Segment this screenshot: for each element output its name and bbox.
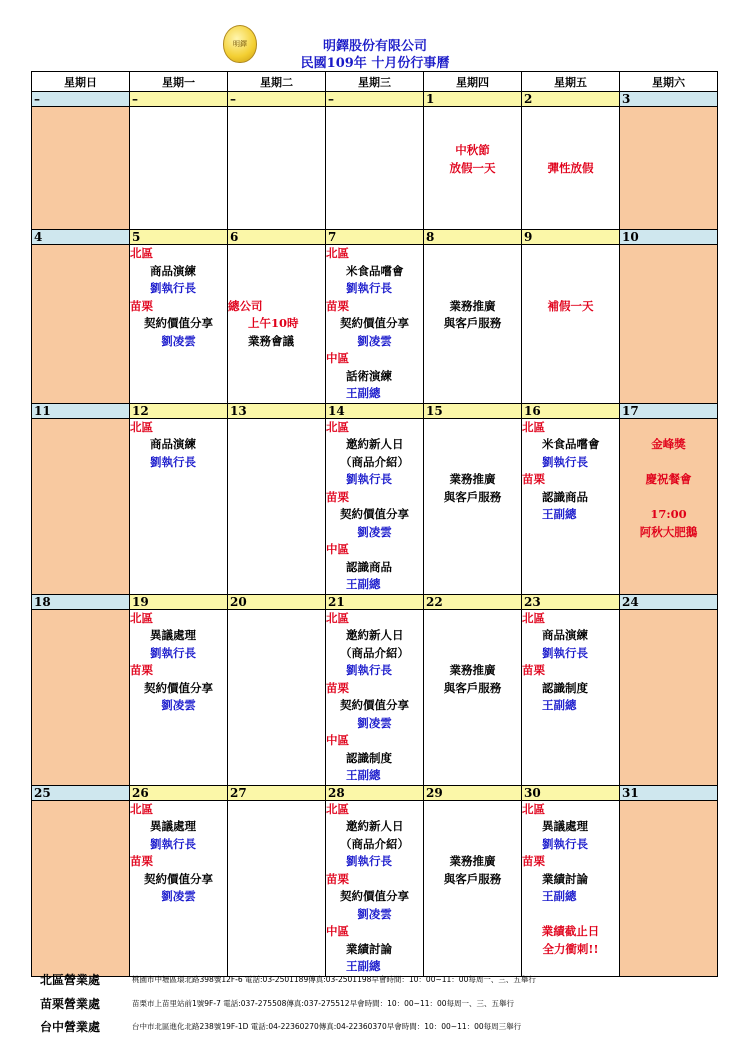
spacer-line (522, 906, 619, 924)
event-line: 邀約新人日 (346, 437, 404, 451)
office-address: 桃園市中壢區環北路398號12F-6 電話:03-2501189傳真:03-2501198早會時間：10：00~11：00每周一、三、五舉行 (132, 975, 536, 984)
event-line: 劉凌雲 (161, 333, 196, 348)
date-number: – (326, 92, 424, 107)
spacer-line (522, 125, 619, 143)
office-address: 台中市北區進化北路238號19F-1D 電話:04-22360270傳真:04-22360370早會時間：10：00~11：00每周三舉行 (132, 1022, 522, 1031)
date-number-row (32, 403, 718, 418)
day-cell[interactable] (326, 418, 424, 594)
event-line: 劉執行長 (150, 645, 196, 660)
event-line: 劉執行長 (542, 836, 588, 851)
day-cell[interactable] (130, 107, 228, 230)
week-events-row (32, 245, 718, 404)
day-cell[interactable] (326, 245, 424, 404)
date-number: 15 (424, 403, 522, 418)
company-title: 明鐸股份有限公司 (322, 39, 427, 54)
spacer-line (522, 263, 619, 281)
event-line: （商品介紹） (340, 645, 409, 660)
day-cell[interactable] (326, 107, 424, 230)
date-number-row (32, 785, 718, 800)
event-line: 王副總 (542, 698, 577, 712)
event-line: 劉執行長 (346, 281, 392, 295)
event-line: 中區 (326, 542, 349, 556)
date-number: 18 (32, 594, 130, 609)
day-cell[interactable] (32, 609, 130, 785)
event-line: 劉凌雲 (357, 524, 392, 539)
event-line: 慶祝餐會 (645, 472, 692, 486)
spacer-line (228, 245, 325, 263)
spacer-line (522, 245, 619, 263)
event-line: 業務推廣 (449, 854, 496, 868)
event-line: 苗栗 (522, 663, 545, 677)
event-line: 商品演練 (542, 628, 588, 642)
spacer-line (424, 627, 521, 645)
event-line: 王副總 (346, 386, 381, 400)
event-line: 話術演練 (346, 368, 392, 383)
event-line: 北區 (522, 419, 545, 434)
spacer-line (424, 610, 521, 628)
event-line: 北區 (326, 801, 349, 816)
event-line: 中區 (326, 924, 349, 938)
spacer-line (424, 280, 521, 298)
event-line: 劉執行長 (150, 281, 196, 295)
day-cell[interactable] (32, 107, 130, 230)
day-cell[interactable] (522, 245, 620, 404)
spacer-line (522, 280, 619, 298)
event-line: 米食品嚐會 (542, 437, 600, 451)
event-line: 劉凌雲 (161, 889, 196, 903)
date-number: 7 (326, 230, 424, 245)
day-cell[interactable] (522, 609, 620, 785)
week-events-row (32, 418, 718, 594)
weekday-header-tue: 星期二 (228, 72, 326, 92)
event-line: 北區 (326, 419, 349, 434)
spacer-line (424, 107, 521, 125)
event-line: 與客戶服務 (443, 680, 502, 695)
event-line: 劉執行長 (346, 663, 392, 677)
event-line: 異議處理 (542, 819, 588, 833)
spacer-line (424, 125, 521, 143)
event-line: 北區 (130, 246, 153, 260)
office-address: 苗栗市上苗里站前1號9F-7 電話:037-275508傳真:037-275512早會時間：10：00~11：00每周一、三、五舉行 (132, 999, 515, 1008)
event-line: 劉執行長 (346, 854, 392, 868)
calendar-table (31, 71, 718, 977)
event-line: 商品演練 (150, 263, 196, 278)
date-number: 9 (522, 230, 620, 245)
spacer-line (424, 801, 521, 819)
event-line: 王副總 (542, 507, 577, 521)
event-line: 與客戶服務 (443, 489, 502, 504)
date-number: – (228, 92, 326, 107)
day-cell[interactable] (326, 800, 424, 976)
date-number: 22 (424, 594, 522, 609)
day-cell[interactable] (130, 800, 228, 976)
event-line: 契約價值分享 (144, 680, 213, 695)
date-number: 30 (522, 785, 620, 800)
event-line: 中區 (326, 733, 349, 747)
event-line: 北區 (522, 801, 545, 816)
spacer-line (620, 419, 717, 437)
date-number: 17 (620, 403, 718, 418)
event-line: 米食品嚐會 (346, 263, 404, 278)
day-cell[interactable] (620, 418, 718, 594)
date-number: 26 (130, 785, 228, 800)
day-cell[interactable] (228, 107, 326, 230)
event-line: 17:00 (650, 507, 687, 521)
event-line: 王副總 (346, 768, 381, 782)
event-line: 契約價值分享 (144, 871, 213, 886)
event-line: 苗栗 (326, 298, 349, 313)
event-line: 劉凌雲 (161, 698, 196, 712)
day-cell[interactable] (32, 800, 130, 976)
event-line: 補假一天 (547, 298, 594, 313)
event-line: 王副總 (542, 889, 577, 903)
date-number-row (32, 92, 718, 107)
spacer-line (620, 454, 717, 472)
date-number: 10 (620, 230, 718, 245)
event-line: 契約價值分享 (340, 507, 409, 521)
event-line: 劉執行長 (150, 454, 196, 469)
day-cell[interactable] (620, 609, 718, 785)
event-line: 北區 (326, 610, 349, 625)
day-cell[interactable] (32, 245, 130, 404)
week-events-row (32, 800, 718, 976)
date-number: 28 (326, 785, 424, 800)
event-line: 契約價值分享 (340, 698, 409, 712)
spacer-line (424, 245, 521, 263)
event-line: 契約價值分享 (340, 889, 409, 903)
event-line: 邀約新人日 (346, 819, 404, 833)
day-cell[interactable] (620, 245, 718, 404)
date-number: 8 (424, 230, 522, 245)
event-line: 苗栗 (130, 663, 153, 677)
event-line: 認識商品 (346, 559, 392, 574)
weekday-header-thu: 星期四 (424, 72, 522, 92)
event-line: 彈性放假 (547, 160, 594, 175)
spacer-line (522, 107, 619, 125)
day-cell[interactable] (130, 609, 228, 785)
day-cell[interactable] (130, 418, 228, 594)
day-cell[interactable] (522, 800, 620, 976)
day-cell[interactable] (326, 609, 424, 785)
event-line: 業績討論 (346, 941, 392, 956)
weekday-header-sat: 星期六 (620, 72, 718, 92)
event-line: 認識制度 (346, 750, 392, 765)
spacer-line (620, 489, 717, 507)
day-cell[interactable] (522, 107, 620, 230)
event-line: 業務推廣 (449, 663, 496, 677)
spacer-line (424, 645, 521, 663)
day-cell[interactable] (424, 245, 522, 404)
spacer-line (424, 836, 521, 854)
event-line: 認識商品 (542, 489, 588, 504)
event-line: 阿秋大肥鵝 (639, 524, 698, 539)
event-line: 劉執行長 (150, 836, 196, 851)
date-number-row (32, 594, 718, 609)
date-number: 14 (326, 403, 424, 418)
event-line: 中區 (326, 351, 349, 365)
week-events-row (32, 107, 718, 230)
date-number: 23 (522, 594, 620, 609)
week-events-row (32, 609, 718, 785)
date-number: 6 (228, 230, 326, 245)
day-cell[interactable] (424, 609, 522, 785)
spacer-line (228, 280, 325, 298)
day-cell[interactable] (228, 418, 326, 594)
event-line: 異議處理 (150, 628, 196, 642)
event-line: 劉執行長 (346, 472, 392, 486)
date-number: 4 (32, 230, 130, 245)
spacer-line (228, 263, 325, 281)
date-number: 11 (32, 403, 130, 418)
spacer-line (424, 419, 521, 437)
event-line: 業務會議 (248, 333, 294, 348)
date-number: 29 (424, 785, 522, 800)
event-line: 北區 (130, 610, 153, 625)
day-cell[interactable] (424, 800, 522, 976)
day-cell[interactable] (228, 609, 326, 785)
event-line: 苗栗 (130, 854, 153, 868)
day-cell[interactable] (620, 800, 718, 976)
date-number: 27 (228, 785, 326, 800)
event-line: 契約價值分享 (144, 316, 213, 330)
spacer-line (424, 818, 521, 836)
event-line: 中秋節 (455, 143, 490, 157)
event-line: 北區 (130, 419, 153, 434)
event-line: 劉凌雲 (357, 906, 392, 921)
event-line: 放假一天 (449, 160, 496, 175)
day-cell[interactable] (522, 418, 620, 594)
event-line: 苗栗 (522, 854, 545, 868)
day-cell[interactable] (228, 245, 326, 404)
date-number: 5 (130, 230, 228, 245)
date-number: 19 (130, 594, 228, 609)
date-number: – (32, 92, 130, 107)
calendar-subtitle: 民國109年 十月份行事曆 (300, 56, 450, 71)
event-line: 業務推廣 (449, 298, 496, 313)
event-line: 全力衝刺!! (542, 941, 599, 956)
event-line: 契約價值分享 (340, 316, 409, 330)
event-line: 北區 (130, 801, 153, 816)
date-number: 13 (228, 403, 326, 418)
event-line: 王副總 (346, 577, 381, 591)
event-line: 異議處理 (150, 819, 196, 833)
event-line: 業績討論 (542, 871, 588, 886)
event-line: 劉執行長 (542, 645, 588, 660)
date-number: 16 (522, 403, 620, 418)
event-line: 與客戶服務 (443, 871, 502, 886)
office-label: 北區營業處 (40, 973, 101, 987)
office-label: 台中營業處 (40, 1020, 101, 1034)
date-number: 31 (620, 785, 718, 800)
day-cell[interactable] (424, 418, 522, 594)
event-line: 劉執行長 (542, 454, 588, 469)
event-line: 業績截止日 (541, 924, 600, 938)
event-line: 上午10時 (248, 316, 299, 330)
day-cell[interactable] (228, 800, 326, 976)
weekday-header-fri: 星期五 (522, 72, 620, 92)
event-line: 劉凌雲 (357, 715, 392, 730)
spacer-line (424, 263, 521, 281)
weekday-header-mon: 星期一 (130, 72, 228, 92)
day-cell[interactable] (130, 245, 228, 404)
event-line: 苗栗 (326, 871, 349, 886)
event-line: 邀約新人日 (346, 628, 404, 642)
event-line: 認識制度 (542, 680, 588, 695)
date-number: 25 (32, 785, 130, 800)
date-number: 2 (522, 92, 620, 107)
logo-text: 明鐸 (233, 40, 247, 48)
weekday-header-wed: 星期三 (326, 72, 424, 92)
event-line: 苗栗 (326, 489, 349, 504)
event-line: 苗栗 (130, 298, 153, 313)
spacer-line (424, 436, 521, 454)
event-line: 業務推廣 (449, 472, 496, 486)
office-label: 苗栗營業處 (40, 997, 101, 1011)
date-number: 12 (130, 403, 228, 418)
day-cell[interactable] (424, 107, 522, 230)
event-line: 苗栗 (326, 680, 349, 695)
spacer-line (424, 454, 521, 472)
event-line: 王副總 (346, 959, 381, 973)
spacer-line (522, 142, 619, 160)
event-line: 苗栗 (522, 472, 545, 486)
day-cell[interactable] (32, 418, 130, 594)
weekday-header-sun: 星期日 (32, 72, 130, 92)
event-line: 北區 (522, 610, 545, 625)
event-line: 金峰獎 (651, 437, 686, 451)
event-line: （商品介紹） (340, 836, 409, 851)
event-line: 與客戶服務 (443, 316, 502, 330)
event-line: 總公司 (228, 298, 263, 313)
date-number: 24 (620, 594, 718, 609)
date-number: 1 (424, 92, 522, 107)
day-cell[interactable] (620, 107, 718, 230)
date-number-row (32, 230, 718, 245)
event-line: 北區 (326, 246, 349, 260)
event-line: 劉凌雲 (357, 333, 392, 348)
event-line: （商品介紹） (340, 454, 409, 469)
date-number: 21 (326, 594, 424, 609)
date-number: 20 (228, 594, 326, 609)
date-number: 3 (620, 92, 718, 107)
event-line: 商品演練 (150, 437, 196, 451)
date-number: – (130, 92, 228, 107)
